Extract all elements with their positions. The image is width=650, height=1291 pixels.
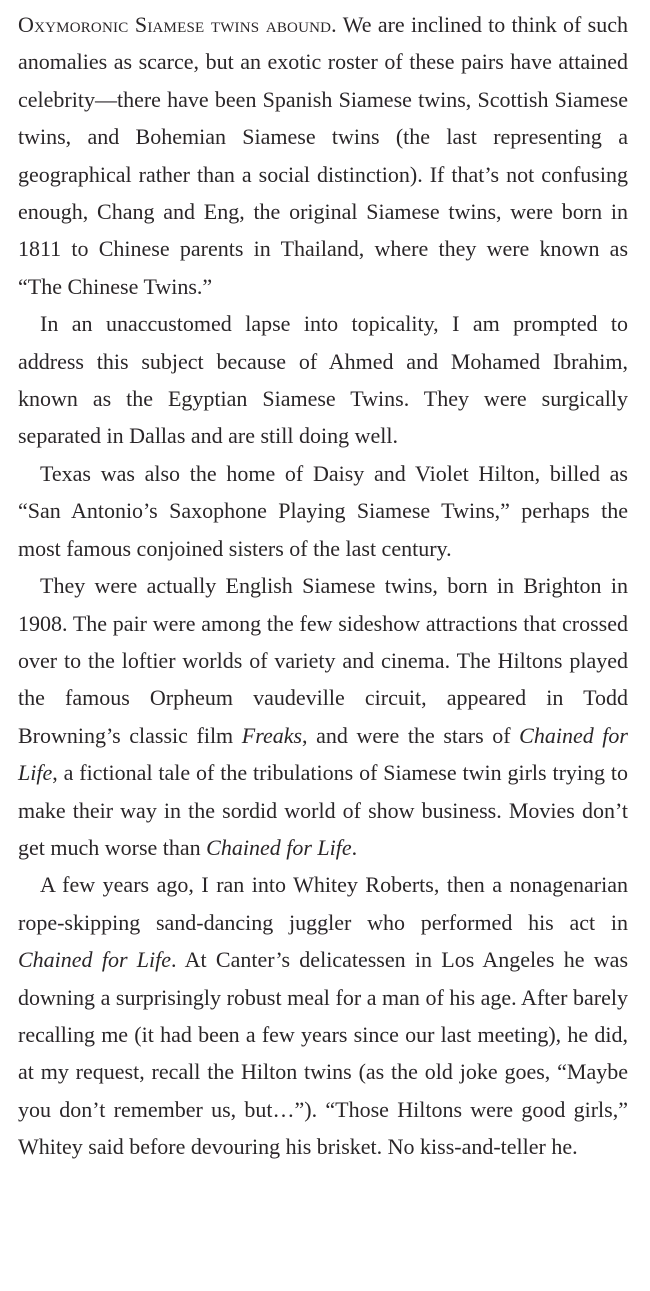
lead-in-small-caps: Oxymoronic Siamese twins abound. [18, 12, 337, 37]
paragraph-1-text: We are inclined to think of such anomalies as scarce, but an exotic roster of these pairs have attained celebrity—there have been Spanish Siamese twins, Scottish Siamese twins, and Bohemian Siamese twins (the last representing a geographical rather than a social distinction). If that’s not confusing enough, Chang and Eng, the original Siamese twins, were born in 1811 to Chinese parents in Thailand, where they were known as “The Chinese Twins.” [18, 12, 628, 299]
paragraph-3-text: Texas was also the home of Daisy and Violet Hilton, billed as “San Antonio’s Saxophone Playing Siamese Twins,” perhaps the most famous conjoined sisters of the last century. [18, 460, 628, 561]
paragraph-2-text: In an unaccustomed lapse into topicality, I am prompted to address this subject because of Ahmed and Mohamed Ibrahim, known as the Egyptian Siamese Twins. They were surgically separated in Dallas and are still doing well. [18, 311, 628, 449]
paragraph-2 [18, 305, 628, 455]
article-page [18, 6, 628, 1166]
paragraph-1 [18, 6, 628, 305]
film-title-chained-for-life-3: Chained for Life [18, 947, 172, 973]
paragraph-4-text-d: . [351, 834, 358, 860]
film-title-chained-for-life-2: Chained for Life [206, 834, 352, 860]
paragraph-3 [18, 455, 628, 567]
film-title-freaks: Freaks [241, 722, 303, 748]
paragraph-5 [18, 866, 628, 1165]
paragraph-4 [18, 567, 628, 866]
paragraph-4-text-a: They were actually English Siamese twins, born in Brighton in 1908. The pair were among the few sideshow attractions that crossed over to the loftier worlds of variety and cinema. The Hiltons played the famous Orpheum vaudeville circuit, appeared in Todd Browning’s classic film [18, 573, 628, 748]
paragraph-4-text-c: , a fictional tale of the tribulations of Siamese twin girls trying to make their way in the sordid world of show business. Movies don’t get much worse than [18, 760, 628, 860]
paragraph-5-text-a: A few years ago, I ran into Whitey Roberts, then a nonagenarian rope-skipping sand-dancing juggler who performed his act in [18, 872, 628, 935]
paragraph-4-text-b: , and were the stars of [302, 722, 520, 748]
paragraph-5-text-b: . At Canter’s delicatessen in Los Angeles he was downing a surprisingly robust meal for a man of his age. After barely recalling me (it had been a few years since our last meeting), he did, at my request, recall the Hilton twins (as the old joke goes, “Maybe you don’t remember us, but…”). “Those Hiltons were good girls,” Whitey said before devouring his brisket. No kiss-and-teller he. [18, 947, 629, 1160]
film-title-chained-for-life: Chained for Life [18, 722, 628, 786]
